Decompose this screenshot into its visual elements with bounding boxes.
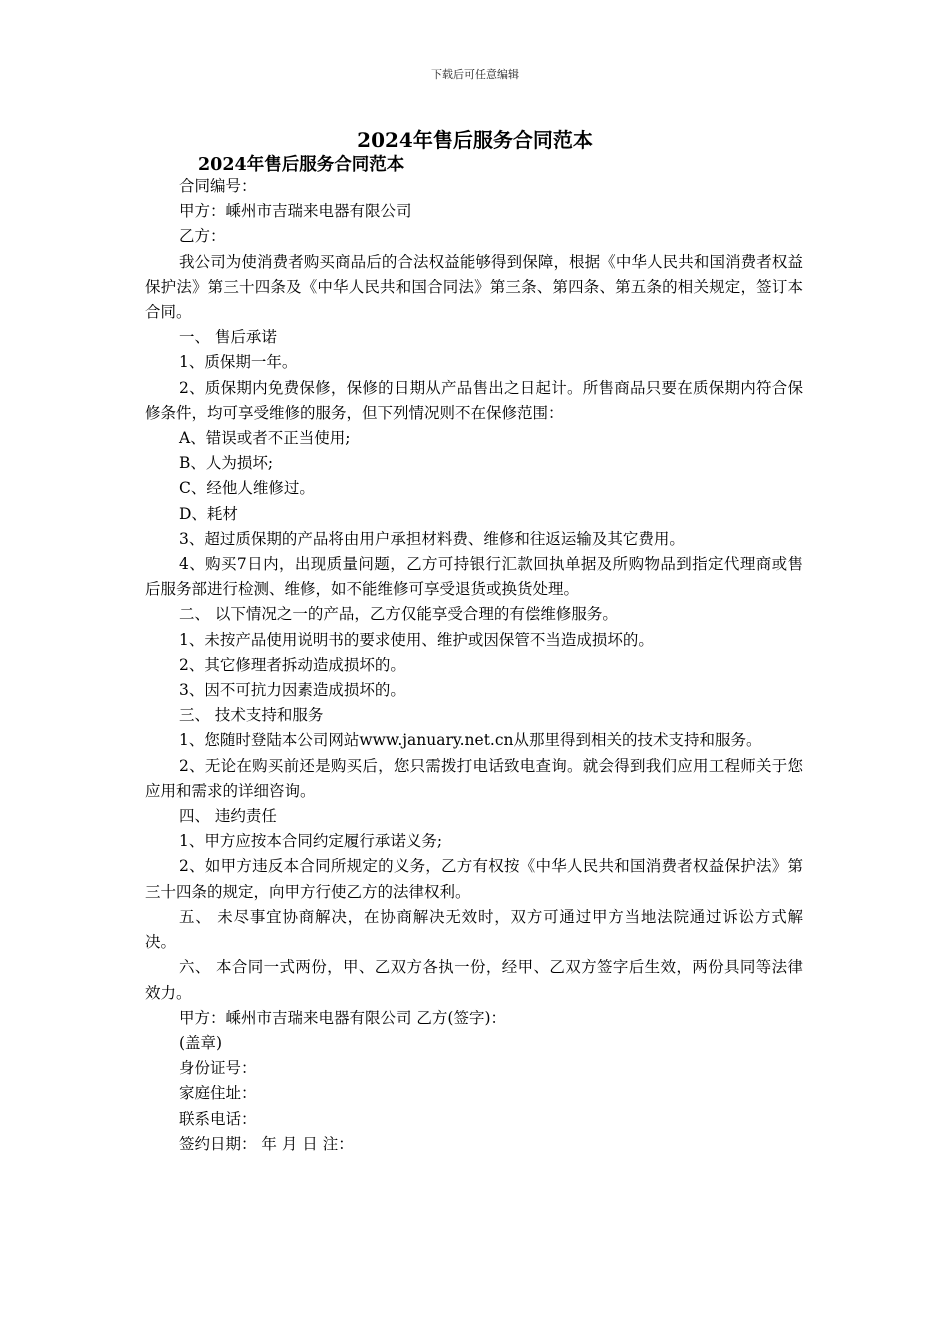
paragraph: 4、购买7日内，出现质量问题，乙方可持银行汇款回执单据及所购物品到指定代理商或售后服务部进行检测、维修，如不能维修可享受退货或换货处理。 <box>145 555 803 599</box>
paragraph: C、经他人维修过。 <box>179 479 315 498</box>
paragraph: 2、质保期内免费保修，保修的日期从产品售出之日起计。所售商品只要在质保期内符合保修条件，均可享受维修的服务，但下列情况则不在保修范围： <box>145 378 803 422</box>
paragraph: 甲方：嵊州市吉瑞来电器有限公司 <box>179 202 412 221</box>
paragraph: 2、无论在购买前还是购买后，您只需拨打电话致电查询。就会得到我们应用工程师关于您应用和需求的详细咨询。 <box>145 756 803 800</box>
paragraph: 合同编号： <box>179 177 257 195</box>
header-note: 下载后可任意编辑 <box>431 68 519 81</box>
section-heading: 二、 以下情况之一的产品，乙方仅能享受合理的有偿维修服务。 <box>179 605 618 624</box>
section-heading: 四、 违约责任 <box>179 807 277 826</box>
contract-body <box>145 174 803 1157</box>
address-field: 家庭住址： <box>179 1084 257 1103</box>
sign-date-field: 签约日期： 年 月 日 注： <box>179 1134 354 1153</box>
document-title: 2024年售后服务合同范本 <box>357 128 593 152</box>
id-number-field: 身份证号： <box>179 1059 257 1078</box>
seal-label: (盖章) <box>179 1033 223 1052</box>
paragraph: 1、质保期一年。 <box>179 353 298 372</box>
paragraph: 3、因不可抗力因素造成损坏的。 <box>179 681 406 700</box>
section-heading: 六、 本合同一式两份，甲、乙双方各执一份，经甲、乙双方签字后生效，两份具同等法律效力。 <box>145 958 803 1002</box>
paragraph: 我公司为使消费者购买商品后的合法权益能够得到保障，根据《中华人民共和国消费者权益保护法》第三十四条及《中华人民共和国合同法》第三条、第四条、第五条的相关规定，签订本合同。 <box>145 252 803 322</box>
signature-line: 甲方：嵊州市吉瑞来电器有限公司 乙方(签字)： <box>179 1008 507 1027</box>
section-heading: 三、 技术支持和服务 <box>179 706 324 725</box>
paragraph: A、错误或者不正当使用; <box>179 429 351 448</box>
section-heading: 一、 售后承诺 <box>179 328 277 347</box>
paragraph: 乙方： <box>179 227 226 246</box>
paragraph: 3、超过质保期的产品将由用户承担材料费、维修和往返运输及其它费用。 <box>179 529 685 548</box>
paragraph: D、耗材 <box>179 504 238 523</box>
paragraph: B、人为损坏; <box>179 454 274 473</box>
paragraph: 2、其它修理者拆动造成损坏的。 <box>179 655 406 674</box>
document-subtitle: 2024年售后服务合同范本 <box>198 155 405 175</box>
phone-field: 联系电话： <box>179 1109 257 1128</box>
section-heading: 五、 未尽事宜协商解决，在协商解决无效时，双方可通过甲方当地法院通过诉讼方式解决。 <box>145 907 803 952</box>
paragraph: 1、您随时登陆本公司网站www.january.net.cn从那里得到相关的技术支持和服务。 <box>179 731 762 750</box>
paragraph: 1、未按产品使用说明书的要求使用、维护或因保管不当造成损坏的。 <box>179 630 654 649</box>
paragraph: 2、如甲方违反本合同所规定的义务，乙方有权按《中华人民共和国消费者权益保护法》第三十四条的规定，向甲方行使乙方的法律权利。 <box>145 857 803 901</box>
paragraph: 1、甲方应按本合同约定履行承诺义务; <box>179 832 443 851</box>
